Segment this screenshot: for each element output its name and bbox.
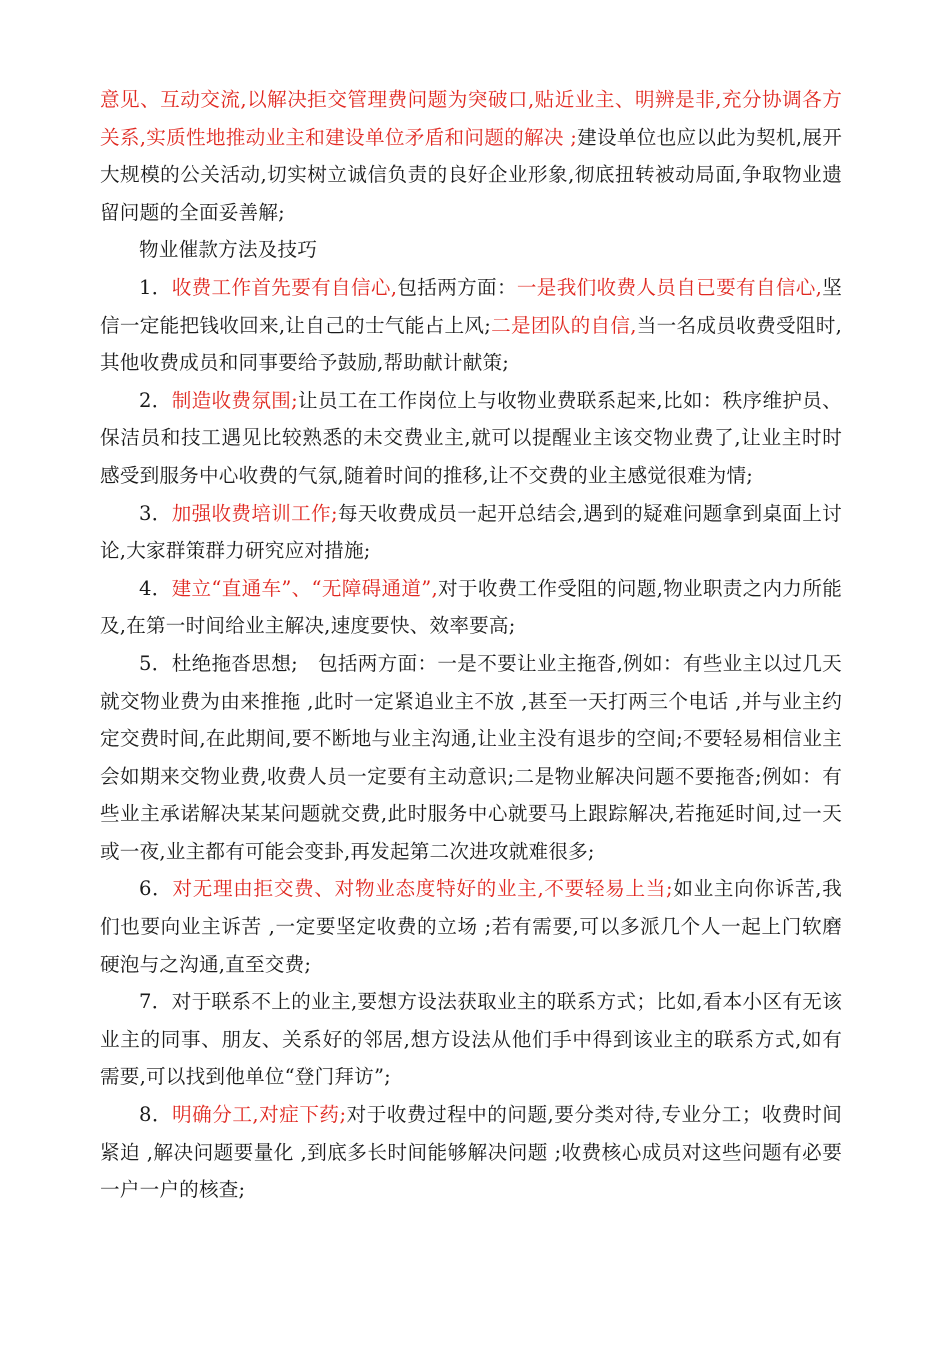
- item-number: 3．: [139, 501, 172, 525]
- item-highlight: 制造收费氛围;: [171, 388, 298, 412]
- section-heading: 物业催款方法及技巧: [139, 238, 318, 262]
- document-page: [100, 81, 842, 1209]
- item-6: [100, 870, 842, 983]
- item-highlight: 建立“直通车”、“无障碍通道”,: [171, 576, 438, 600]
- item-3: [100, 495, 842, 570]
- item-number: 5．: [139, 651, 172, 675]
- item-text: 对于收费过程中的问题,要分类对待,专业分工；收费时间紧迫 ,解决问题要量化 ,到底多长时间能够解决问题 ;收费核心成员对这些问题有必要一户一户的核查;: [100, 1103, 842, 1202]
- item-text: 让员工在工作岗位上与收物业费联系起来,比如：秩序维护员、保洁员和技工遇见比较熟悉的未交费业主,就可以提醒业主该交物业费了,让业主时时感受到服务中心收费的气氛,随着时间的推移,让不交费的业主感觉很难为情;: [100, 388, 842, 487]
- item-5: [100, 645, 842, 871]
- item-text: 杜绝拖沓思想; 包括两方面：一是不要让业主拖沓,例如：有些业主以过几天就交物业费为由来推拖 ,此时一定紧追业主不放 ,甚至一天打两三个电话 ,并与业主约定交费时间,在此期间,要不断地与业主沟通,让业主没有退步的空间;不要轻易相信业主会如期来交物业费,收费人员一定要有主动意识;二是物业解决问题不要拖沓;例如：有些业主承诺解决某某问题就交费,此时服务中心就要马上跟踪解决,若拖延时间,过一天或一夜,业主都有可能会变卦,再发起第二次进攻就难很多;: [100, 651, 842, 863]
- item-text: 当一名成员收费受阻时,其他收费成员和同事要给予鼓励,帮助献计献策;: [100, 313, 843, 375]
- item-number: 8．: [139, 1103, 173, 1127]
- item-8: [100, 1096, 842, 1209]
- item-highlight: 收费工作首先要有自信心,: [171, 275, 398, 299]
- item-2: [100, 382, 842, 495]
- item-number: 4．: [139, 576, 172, 600]
- item-highlight: 二是团队的自信,: [491, 313, 637, 337]
- intro-paragraph: [100, 81, 842, 231]
- item-text: 如业主向你诉苦,我们也要向业主诉苦 ,一定要坚定收费的立场 ;若有需要,可以多派几个人一起上门软磨硬泡与之沟通,直至交费;: [100, 877, 843, 976]
- item-text: 对于联系不上的业主,要想方设法获取业主的联系方式；比如,看本小区有无该业主的同事、朋友、关系好的邻居,想方设法从他们手中得到该业主的联系方式,如有需要,可以找到他单位“登门拜访”;: [100, 990, 842, 1089]
- item-text: 包括两方面：: [397, 275, 517, 299]
- item-highlight: 对无理由拒交费、对物业态度特好的业主,不要轻易上当;: [172, 877, 673, 901]
- intro-text: 建设单位也应以此为契机,展开大规模的公关活动,切实树立诚信负责的良好企业形象,彻底扭转被动局面,争取物业遗留问题的全面妥善解;: [100, 125, 842, 224]
- item-text: 坚信一定能把钱收回来,让自己的士气能占上风;: [100, 275, 843, 337]
- item-highlight: 一是我们收费人员自已要有自信心,: [516, 275, 823, 299]
- item-number: 2．: [139, 388, 172, 412]
- item-text: 对于收费工作受阻的问题,物业职责之内力所能及,在第一时间给业主解决,速度要快、效率要高;: [100, 576, 842, 638]
- intro-highlight: 意见、互动交流,以解决拒交管理费问题为突破口,贴近业主、明辨是非,充分协调各方关系,实质性地推动业主和建设单位矛盾和问题的解决 ;: [100, 88, 842, 149]
- item-number: 1．: [139, 275, 172, 299]
- item-4: [100, 570, 842, 645]
- item-highlight: 明确分工,对症下药;: [172, 1103, 347, 1127]
- item-number: 6．: [139, 877, 173, 901]
- item-7: [100, 983, 842, 1096]
- item-number: 7．: [139, 990, 172, 1014]
- item-1: [100, 269, 842, 382]
- item-text: 每天收费成员一起开总结会,遇到的疑难问题拿到桌面上讨论,大家群策群力研究应对措施;: [100, 501, 842, 563]
- item-highlight: 加强收费培训工作;: [171, 501, 338, 525]
